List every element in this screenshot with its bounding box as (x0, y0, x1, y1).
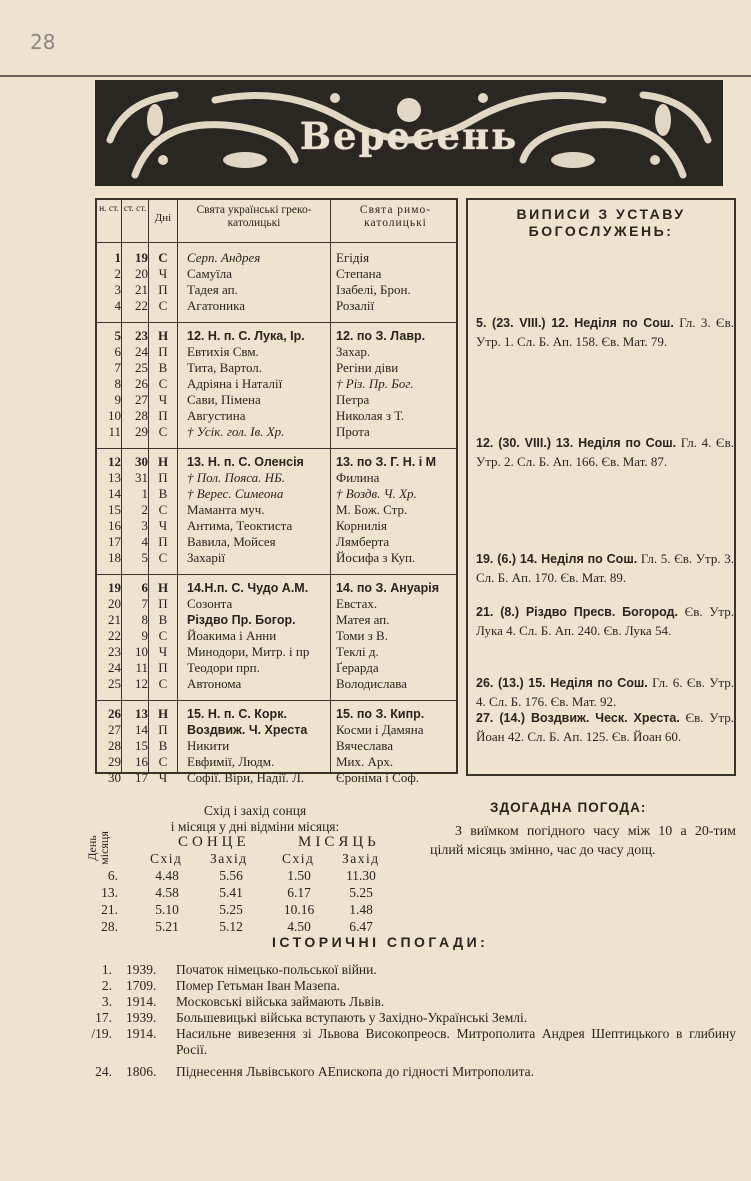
old-style-date: 26 (135, 376, 148, 391)
roman-feast: Корнилія (336, 518, 388, 533)
old-style-date: 16 (135, 754, 148, 769)
sun-moon-moon-rise: 6.17 (287, 885, 311, 900)
weekday: Н (157, 328, 169, 343)
old-style-date: 4 (141, 534, 148, 549)
calendar-day-row (97, 376, 456, 392)
old-style-date: 23 (135, 328, 148, 343)
new-style-date: 9 (114, 392, 121, 407)
new-style-date: 26 (108, 706, 121, 721)
history-day: /19. (91, 1026, 112, 1041)
sun-moon-sun-set: 5.41 (219, 885, 243, 900)
liturgy-entry: 19. (6.) 14. Неділя по Сош. Гл. 5. Єв. Утр. 3. Сл. Б. Ап. 170. Єв. Мат. 89. (476, 551, 735, 585)
sun-moon-moon-set: 11.30 (346, 868, 376, 883)
weekday: Ч (158, 644, 168, 659)
old-style-date: 5 (141, 550, 148, 565)
roman-feast: Розалії (336, 298, 375, 313)
calendar-day-row (97, 328, 456, 344)
calendar-day-row (97, 612, 456, 628)
new-style-date: 17 (108, 534, 121, 549)
calendar-day-row (97, 580, 456, 596)
new-style-date: 28 (108, 738, 121, 753)
calendar-day-row (97, 408, 456, 424)
month-title: Вересень (299, 114, 519, 158)
calendar-day-row (97, 470, 456, 486)
old-style-date: 6 (141, 580, 148, 595)
roman-feast: Николая з Т. (336, 408, 405, 423)
history-year: 1914. (126, 1026, 157, 1041)
header-old-style: ст. ст. (123, 204, 147, 214)
liturgy-entry: 26. (13.) 15. Неділя по Сош. Гл. 6. Єв. Утр. 4. Сл. Б. 176. Єв. Мат. 92. (476, 675, 735, 709)
weekday: П (158, 660, 168, 675)
new-style-date: 16 (108, 518, 121, 533)
calendar-day-row (97, 360, 456, 376)
old-style-date: 2 (141, 502, 148, 517)
roman-feast: Евстах. (336, 596, 378, 611)
old-style-date: 15 (135, 738, 148, 753)
greek-feast: 15. Н. п. С. Корк. (187, 707, 287, 721)
weekday: Ч (158, 266, 168, 281)
weekday: С (158, 424, 168, 439)
weekday: П (158, 534, 168, 549)
calendar-day-row (97, 266, 456, 282)
sun-moon-sun-set: 5.56 (219, 868, 243, 883)
weekday: В (158, 612, 168, 627)
greek-feast: Тита, Вартол. (187, 360, 263, 375)
roman-feast: Степана (336, 266, 382, 281)
old-style-date: 3 (141, 518, 148, 533)
history-text: Московські війська займають Львів. (176, 994, 385, 1009)
roman-feast: 15. по З. Кипр. (336, 707, 425, 721)
greek-feast: Самуїла (187, 266, 233, 281)
new-style-date: 2 (114, 266, 121, 281)
history-day: 24. (95, 1064, 112, 1079)
history-year: 1914. (126, 994, 157, 1009)
new-style-date: 18 (108, 550, 121, 565)
weather-title: ЗДОГАДНА ПОГОДА: (490, 800, 647, 815)
roman-feast: Захар. (336, 344, 371, 359)
greek-feast: Йоакима і Анни (187, 628, 277, 643)
roman-feast: М. Бож. Стр. (336, 502, 408, 517)
old-style-date: 21 (135, 282, 148, 297)
liturgy-notes (466, 198, 736, 776)
new-style-date: 25 (108, 676, 121, 691)
history-title: ІСТОРИЧНІ СПОГАДИ: (272, 934, 489, 950)
sun-moon-sun-rise: 4.58 (155, 885, 179, 900)
sun-moon-moon-set: 5.25 (349, 885, 373, 900)
sun-moon-day: 6. (107, 868, 118, 883)
weekday: В (158, 360, 168, 375)
old-style-date: 27 (135, 392, 148, 407)
weekday: П (158, 344, 168, 359)
greek-feast: † Пол. Пояса. НБ. (187, 470, 285, 485)
greek-feast: Захарії (187, 550, 226, 565)
history-text: Помер Гетьман Іван Мазепа. (176, 978, 340, 993)
weather-text: З виїмком погідного часу між 10 а 20-тим цілий місяць змінно, час до часу дощ. (430, 824, 736, 858)
weekday: Ч (158, 518, 168, 533)
greek-feast: 13. Н. п. С. Оленсія (187, 455, 304, 469)
new-style-date: 23 (108, 644, 121, 659)
header-roman: Свята римо-католицькі (359, 204, 432, 229)
weekday: С (158, 376, 168, 391)
calendar-day-row (97, 550, 456, 566)
new-style-date: 13 (108, 470, 121, 485)
new-style-date: 14 (108, 486, 121, 501)
calendar-week (97, 448, 456, 575)
greek-feast: Тадея ап. (187, 282, 238, 297)
calendar-day-row (97, 596, 456, 612)
roman-feast: Регіни діви (336, 360, 399, 375)
sun-moon-moon-rise: 10.16 (283, 902, 315, 917)
new-style-date: 12 (108, 454, 121, 469)
history-text: Початок німецько-польської війни. (176, 962, 377, 977)
new-style-date: 4 (114, 298, 121, 313)
header-greek: Свята українські греко-католицькі (196, 204, 312, 229)
sun-moon-row (90, 901, 410, 918)
history-day: 1. (101, 962, 112, 977)
weekday: С (158, 676, 168, 691)
calendar-day-row (97, 486, 456, 502)
greek-feast: Августина (187, 408, 246, 423)
sun-moon-day: 13. (101, 885, 118, 900)
moon-rise-label: Схід (282, 851, 315, 866)
history-day: 17. (95, 1010, 112, 1025)
greek-feast: Созонта (187, 596, 233, 611)
weekday: В (158, 486, 168, 501)
calendar-header (97, 200, 456, 243)
day-of-month-label: День місяця (85, 831, 111, 865)
greek-feast: Софії. Віри, Надії. Л. (187, 770, 305, 785)
history-text: Насильне вивезення зі Львова Високопреосв. Митрополита Андрея Шептицького в глибину Росії. (176, 1026, 736, 1057)
moon-label: МІСЯЦЬ (298, 834, 380, 850)
greek-feast: Евтихія Свм. (187, 344, 259, 359)
history-day: 2. (101, 978, 112, 993)
roman-feast: 14. по З. Ануарія (336, 581, 440, 595)
old-style-date: 20 (135, 266, 148, 281)
new-style-date: 7 (114, 360, 121, 375)
greek-feast: Никити (187, 738, 230, 753)
weekday: П (158, 408, 168, 423)
greek-feast: 12. Н. п. С. Лука, Ір. (187, 329, 305, 343)
roman-feast: † Різ. Пр. Бог. (336, 376, 414, 391)
greek-feast: Агатоника (187, 298, 245, 313)
old-style-date: 22 (135, 298, 148, 313)
sun-moon-moon-set: 1.48 (349, 902, 373, 917)
sun-moon-row (90, 884, 410, 901)
weekday: П (158, 470, 168, 485)
liturgy-entry: 21. (8.) Різдво Пресв. Богород. Єв. Утр. Лука 4. Сл. Б. Ап. 240. Єв. Лука 54. (476, 604, 735, 638)
weekday: В (158, 738, 168, 753)
calendar-day-row (97, 660, 456, 676)
old-style-date: 8 (141, 612, 148, 627)
new-style-date: 3 (114, 282, 121, 297)
old-style-date: 28 (135, 408, 148, 423)
weekday: С (158, 250, 168, 265)
calendar-day-row (97, 706, 456, 722)
liturgy-title-line: ВИПИСИ З УСТАВУ (516, 206, 686, 222)
old-style-date: 7 (141, 596, 148, 611)
sun-moon-sun-rise: 4.48 (155, 868, 179, 883)
moon-set-label: Захід (342, 851, 380, 866)
weekday: П (158, 722, 168, 737)
month-banner (95, 80, 723, 186)
new-style-date: 24 (108, 660, 121, 675)
roman-feast: Володислава (336, 676, 407, 691)
old-style-date: 19 (135, 250, 148, 265)
old-style-date: 29 (135, 424, 148, 439)
header-new-style: н. ст. (99, 204, 119, 214)
sun-moon-moon-set: 6.47 (349, 919, 373, 934)
old-style-date: 30 (135, 454, 148, 469)
sun-moon-day: 28. (101, 919, 118, 934)
calendar-day-row (97, 344, 456, 360)
sun-moon-day: 21. (101, 902, 118, 917)
page-number: 28 (30, 30, 56, 54)
sun-set-label: Захід (210, 851, 248, 866)
greek-feast: Різдво Пр. Богор. (187, 613, 296, 627)
new-style-date: 6 (114, 344, 121, 359)
calendar-day-row (97, 628, 456, 644)
greek-feast: Воздвиж. Ч. Хреста (187, 723, 308, 737)
sun-moon-title-line: і місяця у дні відміни місяця: (170, 819, 340, 834)
sun-moon-row (90, 867, 410, 884)
weekday: С (158, 550, 168, 565)
liturgy-title-line: БОГОСЛУЖЕНЬ: (528, 223, 674, 239)
weekday: Ч (158, 392, 168, 407)
liturgy-entry: 5. (23. VIII.) 12. Неділя по Сош. Гл. 3. Єв. Утр. 1. Сл. Б. Ап. 158. Єв. Мат. 79. (476, 315, 735, 349)
calendar-week (97, 574, 456, 701)
calendar-week (97, 322, 456, 449)
roman-feast: Филина (336, 470, 380, 485)
calendar-table (95, 198, 458, 785)
calendar-day-row (97, 282, 456, 298)
weekday: С (158, 754, 168, 769)
roman-feast: Теклі д. (336, 644, 379, 659)
sun-moon-moon-rise: 1.50 (287, 868, 311, 883)
roman-feast: Томи з В. (336, 628, 388, 643)
roman-feast: † Воздв. Ч. Хр. (336, 486, 417, 501)
weekday: П (158, 596, 168, 611)
greek-feast: Автонома (187, 676, 242, 691)
sun-moon-sun-set: 5.25 (219, 902, 243, 917)
old-style-date: 12 (135, 676, 148, 691)
old-style-date: 25 (135, 360, 148, 375)
history-year: 1939. (126, 1010, 157, 1025)
weekday: Ч (158, 770, 168, 785)
roman-feast: Лямберта (336, 534, 390, 549)
roman-feast: Прота (336, 424, 370, 439)
old-style-date: 14 (135, 722, 148, 737)
greek-feast: † Усік. гол. Ів. Хр. (187, 424, 285, 439)
calendar-day-row (97, 454, 456, 470)
new-style-date: 8 (114, 376, 121, 391)
roman-feast: Мих. Арх. (336, 754, 394, 769)
new-style-date: 1 (114, 250, 121, 265)
old-style-date: 31 (135, 470, 148, 485)
greek-feast: 14.Н.п. С. Чудо А.М. (187, 581, 309, 595)
calendar-day-row (97, 392, 456, 408)
roman-feast: Йосифа з Куп. (336, 550, 416, 565)
roman-feast: Матея ап. (336, 612, 390, 627)
greek-feast: Теодори прп. (187, 660, 260, 675)
new-style-date: 10 (108, 408, 121, 423)
new-style-date: 29 (108, 754, 121, 769)
calendar-day-row (97, 722, 456, 738)
liturgy-entry: 12. (30. VIII.) 13. Неділя по Сош. Гл. 4. Єв. Утр. 2. Сл. Б. Ап. 166. Єв. Мат. 87. (476, 435, 734, 469)
sun-moon-title (140, 803, 370, 835)
calendar-day-row (97, 518, 456, 534)
calendar-day-row (97, 754, 456, 770)
old-style-date: 1 (141, 486, 148, 501)
old-style-date: 10 (135, 644, 148, 659)
calendar-week (97, 700, 456, 794)
weekday: С (158, 628, 168, 643)
calendar-week (97, 244, 456, 323)
new-style-date: 30 (108, 770, 121, 785)
top-rule (0, 75, 751, 77)
sun-moon-title-line: Схід і захід сонця (203, 803, 307, 818)
weekday: С (158, 502, 168, 517)
roman-feast: Ґерарда (336, 660, 379, 675)
new-style-date: 27 (108, 722, 121, 737)
history-year: 1806. (126, 1064, 157, 1079)
weekday: Н (157, 706, 169, 721)
roman-feast: 13. по З. Г. Н. і М (336, 455, 437, 469)
new-style-date: 5 (114, 328, 121, 343)
greek-feast: Вавила, Мойсея (187, 534, 276, 549)
greek-feast: Антима, Теоктиста (187, 518, 293, 533)
greek-feast: Серп. Андрея (187, 250, 261, 265)
sun-moon-sun-set: 5.12 (219, 919, 243, 934)
history-text: Піднесення Львівського АЕпископа до гідності Митрополита. (176, 1064, 535, 1079)
old-style-date: 24 (135, 344, 148, 359)
history-text: Большевицькі війська вступають у Західно-Українські Землі. (176, 1010, 528, 1025)
roman-feast: Егідія (336, 250, 370, 265)
liturgy-entry: 27. (14.) Воздвиж. Ческ. Хреста. Єв. Утр. Йоан 42. Сл. Б. Ап. 125. Єв. Йоан 60. (476, 710, 734, 744)
calendar-day-row (97, 502, 456, 518)
greek-feast: Минодори, Митр. і пр (187, 644, 310, 659)
header-days: Дні (154, 212, 172, 224)
calendar-day-row (97, 738, 456, 754)
greek-feast: Маманта муч. (187, 502, 265, 517)
sun-label: СОНЦЕ (178, 834, 250, 850)
history-year: 1709. (126, 978, 157, 993)
roman-feast: Косми і Дамяна (336, 722, 424, 737)
sun-rise-label: Схід (150, 851, 183, 866)
weekday: С (158, 298, 168, 313)
new-style-date: 19 (108, 580, 121, 595)
roman-feast: Вячеслава (336, 738, 394, 753)
old-style-date: 11 (135, 660, 148, 675)
history-day: 3. (101, 994, 112, 1009)
calendar-day-row (97, 676, 456, 692)
history-year: 1939. (126, 962, 157, 977)
liturgy-title (468, 206, 734, 240)
new-style-date: 21 (108, 612, 121, 627)
old-style-date: 13 (135, 706, 148, 721)
sun-moon-sun-rise: 5.21 (155, 919, 179, 934)
greek-feast: † Верес. Симеона (187, 486, 284, 501)
calendar-day-row (97, 770, 456, 786)
old-style-date: 17 (135, 770, 148, 785)
roman-feast: Петра (336, 392, 370, 407)
new-style-date: 22 (108, 628, 121, 643)
greek-feast: Адріяна і Наталії (187, 376, 283, 391)
calendar-day-row (97, 250, 456, 266)
greek-feast: Евфимії, Людм. (187, 754, 275, 769)
new-style-date: 11 (108, 424, 121, 439)
calendar-day-row (97, 298, 456, 314)
weekday: П (158, 282, 168, 297)
weekday: Н (157, 580, 169, 595)
roman-feast: Єроніма і Соф. (336, 770, 420, 785)
new-style-date: 20 (108, 596, 121, 611)
calendar-day-row (97, 644, 456, 660)
old-style-date: 9 (141, 628, 148, 643)
new-style-date: 15 (108, 502, 121, 517)
roman-feast: Ізабелі, Брон. (336, 282, 411, 297)
roman-feast: 12. по З. Лавр. (336, 329, 426, 343)
greek-feast: Сави, Пімена (187, 392, 261, 407)
sun-moon-row (90, 918, 410, 935)
calendar-day-row (97, 424, 456, 440)
weekday: Н (157, 454, 169, 469)
calendar-day-row (97, 534, 456, 550)
sun-moon-sun-rise: 5.10 (155, 902, 179, 917)
sun-moon-moon-rise: 4.50 (287, 919, 311, 934)
